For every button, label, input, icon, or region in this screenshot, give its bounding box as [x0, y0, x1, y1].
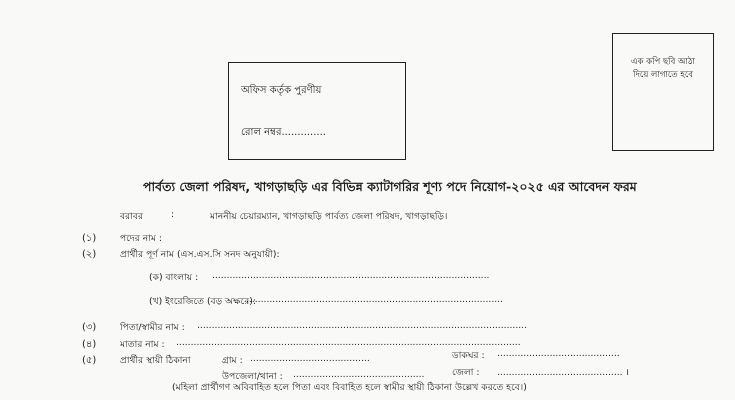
name-bangla-label: (ক) বাংলায় :: [149, 272, 199, 283]
name-bangla-field[interactable]: ...............................................................................................: [212, 270, 490, 281]
district-label: জেলা :: [452, 367, 480, 378]
item-number-5: (৫): [82, 355, 97, 366]
mother-name-field[interactable]: ......................................................................................................................: [176, 337, 521, 348]
photo-instruction-line2: দিয়ে লাগাতে হবে: [633, 70, 693, 80]
item-number-4: (৪): [82, 339, 97, 350]
form-title: পার্বত্য জেলা পরিষদ, খাগড়াছড়ি এর বিভিন্ন ক্যাটাগরির শূণ্য পদে নিয়োগ-২০২৫ এর আবেদন ফরম: [143, 179, 637, 194]
office-use-box: [228, 62, 406, 160]
upazila-label: উপজেলা/থানা :: [222, 371, 283, 382]
photo-instruction-line1: এক কপি ছবি আঠা: [631, 57, 695, 67]
post-office-field[interactable]: ..........................................: [497, 348, 620, 359]
name-english-label: (খ) ইংরেজিতে (বড় অক্ষরে):: [149, 296, 256, 307]
post-name-label: পদের নাম :: [120, 233, 162, 244]
item-number-1: (১): [82, 233, 97, 244]
address-note: (মহিলা প্রার্থীগণ অবিবাহিত হলে পিতা এবং বিবাহিত হলে স্বামীর স্থায়ী ঠিকানা উল্লেখ করতে হবে।): [172, 382, 527, 393]
post-office-label: ডাকঘর :: [452, 350, 485, 361]
roll-number-field: রোল নম্বর..............: [241, 127, 326, 138]
photo-box: [612, 33, 714, 151]
district-field[interactable]: ........................................... ।: [497, 367, 629, 378]
item-number-3: (৩): [82, 322, 97, 333]
father-name-field[interactable]: .................................................................................................................: [197, 320, 528, 331]
office-use-heading: অফিস কর্তৃক পুরণীয়: [241, 85, 322, 96]
item-number-2: (২): [82, 249, 97, 260]
name-english-field[interactable]: ........................................................................................: [246, 294, 503, 305]
recipient-colon: :: [171, 209, 175, 220]
village-label: গ্রাম :: [222, 355, 243, 366]
village-field[interactable]: .........................................: [250, 353, 370, 364]
applicant-name-label: প্রার্থীর পূর্ণ নাম (এস.এস.সি সনদ অনুযায়ী):: [120, 249, 280, 260]
mother-name-label: মাতার নাম :: [120, 339, 165, 350]
recipient-value: মাননীয় চেয়ারম্যান, খাগড়াছড়ি পার্বত্য জেলা পরিষদ, খাগড়াছড়ি।: [210, 211, 448, 222]
father-name-label: পিতা/স্বামীর নাম :: [120, 322, 185, 333]
upazila-field[interactable]: .............................................: [293, 369, 425, 380]
permanent-address-label: প্রার্থীর স্থায়ী ঠিকানা: [120, 355, 191, 366]
recipient-label: বরাবর: [120, 211, 143, 222]
